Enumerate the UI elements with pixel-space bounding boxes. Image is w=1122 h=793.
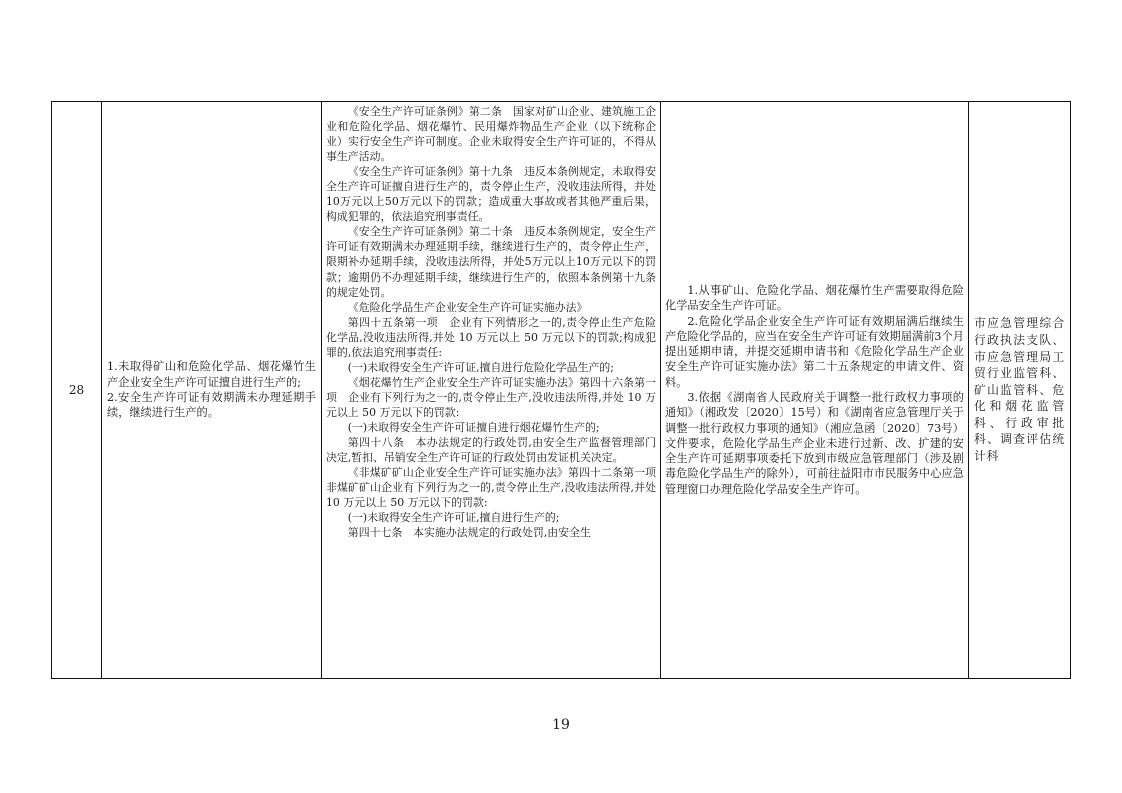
row-number: 28 xyxy=(68,383,85,397)
row-number-cell xyxy=(52,102,101,678)
requirement-paragraph: 2.危险化学品企业安全生产许可证有效期届满后继续生产危险化学品的，应当在安全生产许可证有效期届满前3个月提出延期申请，并提交延期申请书和《危险化学品生产企业安全生产许可证实施办法》第二十五条规定的申请文件、资料。 xyxy=(665,314,964,389)
basis-paragraph: 第四十八条 本办法规定的行政处罚,由安全生产监督管理部门决定,暂扣、吊销安全生产许可证的行政处罚由发证机关决定。 xyxy=(326,436,656,465)
regulation-table xyxy=(51,101,1071,679)
legal-basis-cell xyxy=(322,102,667,678)
basis-paragraph: 《安全生产许可证条例》第二条 国家对矿山企业、建筑施工企业和危险化学品、烟花爆竹、民用爆炸物品生产企业（以下统称企业）实行安全生产许可制度。企业未取得安全生产许可证的，不得从事生产活动。 xyxy=(326,105,656,164)
basis-paragraph: 第四十五条第一项 企业有下列情形之一的,责令停止生产危险化学品,没收违法所得,并处 10 万元以上 50 万元以下的罚款;构成犯罪的,依法追究刑事责任: xyxy=(326,315,656,359)
page-number: 19 xyxy=(552,717,570,733)
basis-paragraph: (一)未取得安全生产许可证,擅自进行生产的; xyxy=(347,511,560,525)
basis-paragraph: 《安全生产许可证条例》第二十条 违反本条例规定，安全生产许可证有效期满未办理延期手续，继续进行生产的，责令停止生产，限期补办延期手续，没收违法所得，并处5万元以上10万元以下的罚款；逾期仍不办理延期手续，继续进行生产的，依照本条例第十九条的规定处罚。 xyxy=(326,225,656,299)
basis-paragraph: 《烟花爆竹生产企业安全生产许可证实施办法》第四十六条第一项 企业有下列行为之一的,责令停止生产,没收违法所得,并处 10 万元以上 50 万元以下的罚款: xyxy=(326,375,656,419)
responsible-department: 市应急管理综合行政执法支队、市应急管理局工贸行业监管科、矿山监管科、危化和烟花监管科、行政审批科、调查评估统计科 xyxy=(974,316,1065,464)
basis-paragraph: (一)未取得安全生产许可证擅自进行烟花爆竹生产的; xyxy=(347,420,600,434)
requirement-paragraph: 3.依据《湖南省人民政府关于调整一批行政权力事项的通知》（湘政发〔2020〕15号）和《湖南省应急管理厅关于调整一批行政权力事项的通知》（湘应急函〔2020〕73号）文件要求，危险化学品生产企业未进行过新、改、扩建的安全生产许可延期事项委托下放到市级应急管理部门（涉及剧毒危险化学品生产的除外），可前往益阳市市民服务中心应急管理窗口办理危险化学品安全生产许可。 xyxy=(665,391,964,496)
basis-paragraph: 《危险化学品生产企业安全生产许可证实施办法》 xyxy=(347,300,588,314)
basis-paragraph: (一)未取得安全生产许可证,擅自进行危险化学品生产的; xyxy=(347,360,614,374)
requirements-cell xyxy=(661,102,968,678)
basis-paragraph: 《非煤矿矿山企业安全生产许可证实施办法》第四十二条第一项 非煤矿矿山企业有下列行为之一的,责令停止生产,没收违法所得,并处 10 万元以上 50 万元以下的罚款: xyxy=(326,466,667,510)
violation-item: 2.安全生产许可证有效期满未办理延期手续，继续进行生产的。 xyxy=(107,391,316,420)
violation-items-cell xyxy=(102,102,321,678)
basis-paragraph: 第四十七条 本实施办法规定的行政处罚,由安全生 xyxy=(347,526,591,540)
violation-item: 1.未取得矿山和危险化学品、烟花爆竹生产企业安全生产许可证擅自进行生产的; xyxy=(107,360,316,389)
requirement-paragraph: 1.从事矿山、危险化学品、烟花爆竹生产需要取得危险化学品安全生产许可证。 xyxy=(665,283,964,313)
basis-paragraph: 《安全生产许可证条例》第十九条 违反本条例规定，未取得安全生产许可证擅自进行生产的，责令停止生产，没收违法所得，并处10万元以上50万元以下的罚款；造成重大事故或者其他严重后果，构成犯罪的，依法追究刑事责任。 xyxy=(326,165,656,224)
department-cell xyxy=(969,102,1070,678)
